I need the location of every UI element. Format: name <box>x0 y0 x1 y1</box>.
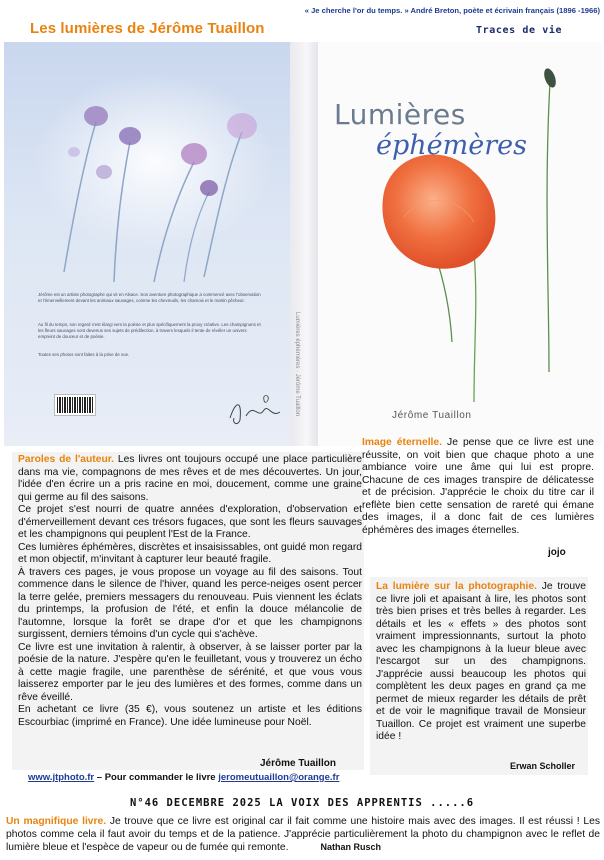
website-link[interactable]: www.jtphoto.fr <box>28 772 95 783</box>
author-heading: Paroles de l'auteur. <box>18 454 115 465</box>
spine-author-text: Jérôme Tuaillon <box>294 373 300 417</box>
email-link[interactable]: jeromeutuaillon@orange.fr <box>218 772 340 783</box>
back-cover-paragraph: Au fil du temps, son regard s'est élargi vers la poésie et plus spécifiquement la proxy créative. Les champignons et les fleurs sauvages sont devenus ses sujets de prédilection, à travers lesquels il tente de révéler un univers empreint de douceur et de poésie. <box>38 322 261 339</box>
review-signature: jojo <box>548 547 566 558</box>
author-paragraph-text: Les livres ont toujours occupé une place particulière dans ma vie, compagnons de mes rêves et de mes découvertes. Un jour, l'idée d'en écrire un a pris racine en moi, doucement, comme une graine qui germe au fil des saisons. <box>18 454 362 503</box>
review-text: Je pense que ce livre est une réussite, on voit bien que chaque photo a une ambiance voire une âme qui lui est propre. Chacune de ces images transpire de délicatesse et de précision. J'apprécie le choix du titre car il reflète bien cette sensation de rareté qui émane des images, il a donc fait de ces lumières éphémères des images éternelles. <box>362 437 594 536</box>
cover-title-line1: Lumières <box>334 98 466 131</box>
review-heading: Image éternelle. <box>362 437 443 448</box>
author-signature: Jérôme Tuaillon <box>260 758 336 769</box>
review-heading: La lumière sur la photographie. <box>376 581 537 592</box>
back-cover-paragraph: Toutes ses photos sont faites à la prise de vue. <box>38 352 130 357</box>
spine-title-text: Lumières éphémères <box>294 312 300 369</box>
cover-author: Jérôme Tuaillon <box>392 410 472 421</box>
barcode-bars <box>57 397 93 413</box>
section-label: Traces de vie <box>476 25 563 36</box>
author-signature-logo <box>224 390 294 430</box>
review-text: Je trouve que ce livre est original car il fait comme une histoire mais avec des images. Il est réussi ! Les photos comme cela il faut avoir du temps et de la patience. J'apprécie particulièrement la photo du champignon avec le reflet de lumière bleue et l'espèce de vapeur ou de fumée qui remonte. <box>6 816 600 853</box>
order-line <box>28 772 339 783</box>
author-paragraph: Ce livre est une invitation à ralentir, à observer, à se laisser porter par la poésie de la nature. J'espère qu'en le feuilletant, vous y trouverez un écho à cette magie fragile, une parenthèse de sérénité, et que vous vous laisserez emporter par le jeu des lumières et des formes, comme dans un rêve éveillé. <box>18 641 362 703</box>
review-text: Je trouve ce livre joli et apaisant à lire, les photos sont très bien prises et très belles à regarder. Les détails et les « effets » des photos sont vraiment impressionnants, surtout la photo avec les champignons à la lueur bleue avec l'escargot sur un des champignons. J'apprécie aussi beaucoup les photos qui complètent les deux pages en grand ça me permet de mieux regarder les détails de prêt et de voir le magnifique travail de Monsieur Tuaillon. Ce projet est vraiment une superbe idée ! <box>376 581 586 742</box>
pasque-flowers <box>34 72 274 282</box>
barcode <box>54 394 96 416</box>
epigraph-quote: « Je cherche l'or du temps. » André Breton, poète et écrivain français (1896 -1966) <box>304 6 600 15</box>
spine-title: Lumières éphémères · Jérôme Tuaillon <box>294 312 300 417</box>
author-section <box>18 454 362 729</box>
review-eternelle <box>362 437 594 537</box>
review-heading: Un magnifique livre. <box>6 816 107 827</box>
cover-title-line2: éphémères <box>376 130 527 161</box>
review-signature: Erwan Scholler <box>510 761 576 771</box>
issue-footer: N°46 DECEMBRE 2025 LA VOIX DES APPRENTIS .....6 <box>129 797 475 809</box>
author-paragraph: Ces lumières éphémères, discrètes et insaisissables, ont guidé mon regard et mon objectif, m'invitant à capturer leur beauté fragile. <box>18 541 362 565</box>
book-photo <box>4 42 602 446</box>
review-scholler <box>376 581 586 744</box>
back-cover-paragraph: Jérôme est un artiste photographe qui vit en Alsace. Son aventure photographique a commencé avec l'observation et l'émerveillement devant les animaux sauvages, comme les chevreuils, les chamois et le martin pêcheur. <box>38 292 261 303</box>
author-paragraph <box>18 454 362 504</box>
book-artwork <box>4 42 602 446</box>
review-bottom <box>6 816 600 855</box>
page-title: Les lumières de Jérôme Tuaillon <box>30 20 265 37</box>
review-signature: Nathan Rusch <box>320 842 381 852</box>
author-paragraph: Ce projet s'est nourri de quatre années d'exploration, d'observation et d'émerveillement devant ces trésors fugaces, que sont les fleurs sauvages et les champignons qui peuplent l'Est de la France. <box>18 504 362 540</box>
order-text: – Pour commander le livre <box>94 772 219 783</box>
author-paragraph: En achetant ce livre (35 €), vous soutenez un artiste et les éditions Escourbiac (imprimé en France). Une idée lumineuse pour Noël. <box>18 704 362 728</box>
author-paragraph: À travers ces pages, je vous propose un voyage au fil des saisons. Tout commence dans le silence de l'hiver, quand les perce-neiges osent percer la terre gelée, premiers messagers du renouveau. Puis viennent les éclats du printemps, la profusion de l'été, et enfin la douce mélancolie de l'automne, lorsque la forêt se drape d'or et que les champignons surgissent, derniers témoins d'un cycle qui s'achève. <box>18 566 362 640</box>
